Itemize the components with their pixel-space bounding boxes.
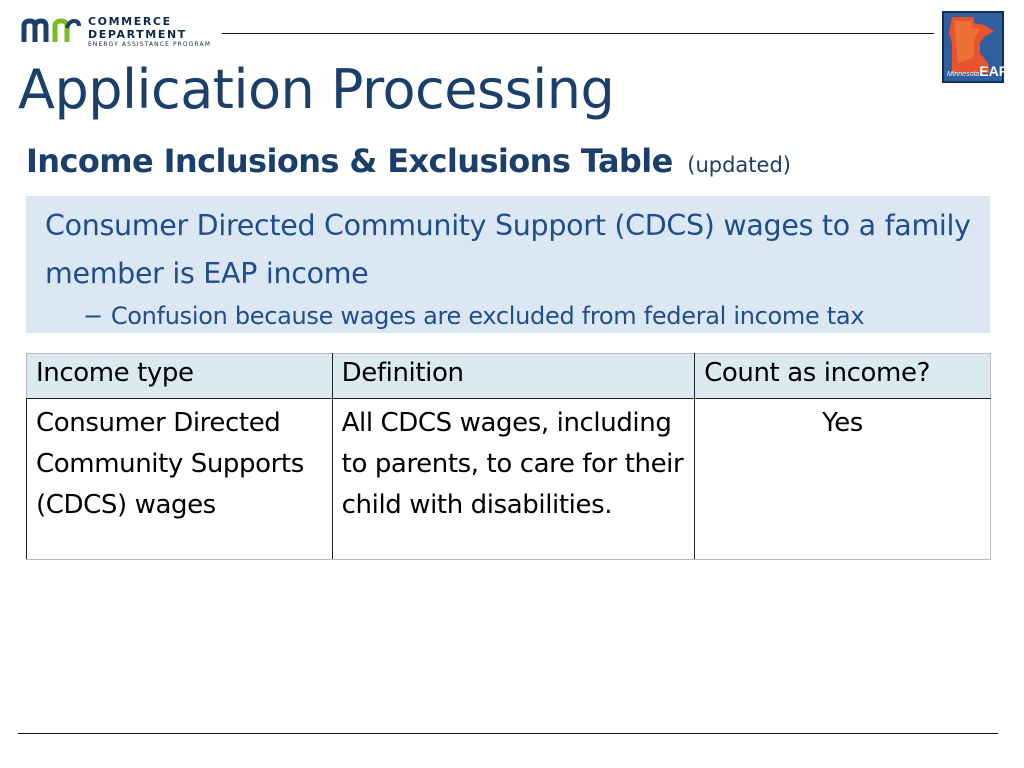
bullet-dash: − (83, 302, 103, 330)
footer-divider (18, 733, 998, 734)
badge-state-text: Minnesota (947, 71, 980, 78)
header-divider (222, 33, 934, 34)
logo-wordmark (88, 16, 211, 48)
cell-income-type: Consumer Directed Community Supports (CDCS) wages (27, 399, 333, 560)
mn-logo-icon (22, 18, 80, 44)
column-header-definition: Definition (332, 354, 694, 399)
subtitle-text: Income Inclusions & Exclusions Table (26, 142, 673, 180)
badge-program-text: EAP (979, 63, 1009, 79)
income-table (26, 353, 991, 560)
column-header-count-as-income: Count as income? (695, 354, 991, 399)
highlight-main-text: Consumer Directed Community Support (CDCS) wages to a family member is EAP income (45, 209, 971, 290)
eap-badge (942, 11, 1009, 83)
logo-line-commerce: COMMERCE (88, 15, 172, 28)
highlight-sub-bullet (45, 298, 990, 334)
table-header-row (27, 354, 991, 399)
logo-line-department: DEPARTMENT (88, 28, 187, 41)
badge-label (947, 63, 1009, 79)
table-row (27, 399, 991, 560)
logo-line-program: ENERGY ASSISTANCE PROGRAM (88, 41, 212, 48)
commerce-department-logo (22, 14, 222, 56)
highlight-sub-text: Confusion because wages are excluded from federal income tax (110, 302, 865, 330)
cell-definition: All CDCS wages, including to parents, to care for their child with disabilities. (332, 399, 694, 560)
highlight-box (26, 196, 990, 333)
subtitle-note: (updated) (687, 153, 791, 177)
cell-count-as-income: Yes (695, 399, 991, 560)
page-title: Application Processing (18, 58, 615, 121)
column-header-income-type: Income type (27, 354, 333, 399)
section-subtitle (26, 142, 791, 180)
